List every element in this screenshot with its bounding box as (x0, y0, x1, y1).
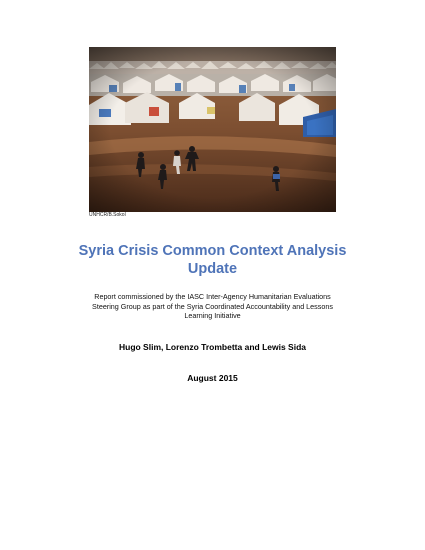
report-title (40, 242, 385, 278)
report-description (70, 292, 355, 321)
report-description-line-3: Learning Initiative (184, 311, 241, 320)
report-authors: Hugo Slim, Lorenzo Trombetta and Lewis Sida (118, 342, 307, 352)
report-title-line-2: Update (187, 261, 238, 277)
report-description-line-2: Steering Group as part of the Syria Coordinated Accountability and Lessons (92, 301, 333, 311)
photo-credit: UNHCR/B.Sokol (89, 212, 126, 218)
refugee-camp-photo (89, 47, 336, 212)
report-date: August 2015 (187, 373, 238, 383)
camp-photo-illustration (89, 47, 336, 212)
report-description-line-1: Report commissioned by the IASC Inter-Agency Humanitarian Evaluations (94, 292, 331, 301)
report-title-line-1: Syria Crisis Common Context Analysis (78, 243, 347, 259)
